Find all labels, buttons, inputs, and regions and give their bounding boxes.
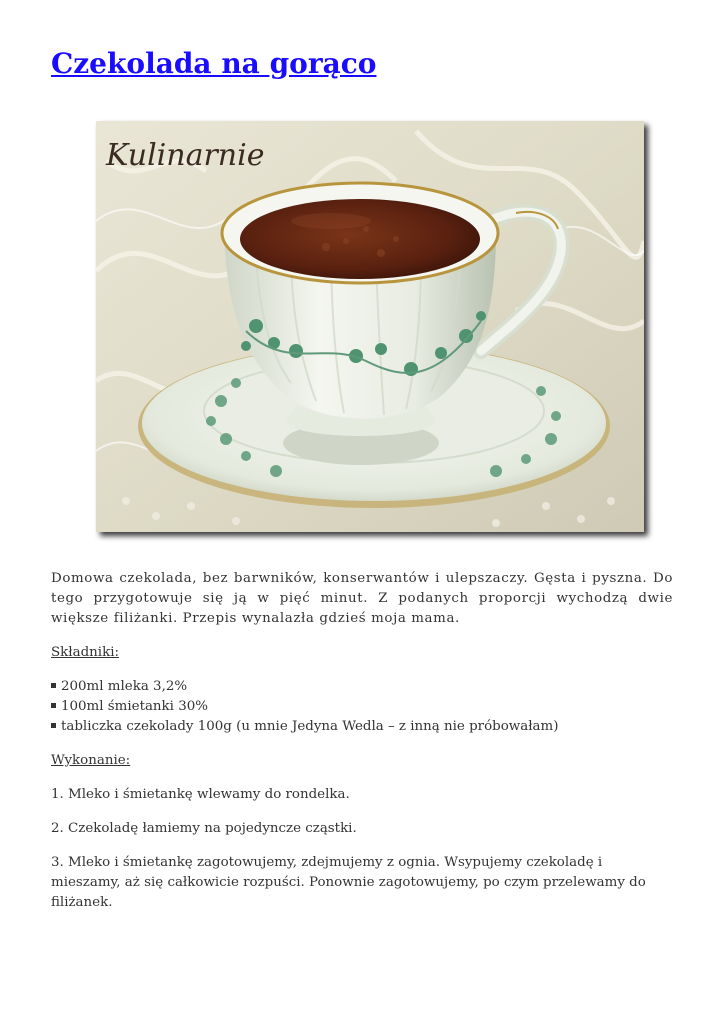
method-heading xyxy=(51,751,673,771)
ingredient-text: 100ml śmietanki 30% xyxy=(61,699,208,714)
list-item xyxy=(51,697,673,717)
article xyxy=(51,40,673,910)
step-3: 3. Mleko i śmietankę zagotowujemy, zdejmujemy z ognia. Wsypujemy czekoladę i mieszamy, aż się całkowicie rozpuści. Ponownie zagotowujemy, po czym przelewamy do filiżanek. xyxy=(51,855,646,910)
ingredients-list xyxy=(51,677,673,737)
step-1: 1. Mleko i śmietankę wlewamy do rondelka. xyxy=(51,787,350,802)
list-item xyxy=(51,717,673,737)
page-title xyxy=(51,40,673,88)
bullet-icon xyxy=(51,683,56,688)
ingredients-heading xyxy=(51,643,673,663)
ingredient-text: tabliczka czekolady 100g (u mnie Jedyna Wedla – z inną nie próbowałam) xyxy=(61,719,559,734)
ingredients-label: Składniki: xyxy=(51,645,119,660)
hot-chocolate-cup-illustration xyxy=(96,121,644,532)
title-link[interactable]: Czekolada na gorąco xyxy=(51,47,377,80)
intro-paragraph: Domowa czekolada, bez barwników, konserwantów i ulepszaczy. Gęsta i pyszna. Do tego przygotowuje się ją w pięć minut. Z podanych proporcji wychodzą dwie większe filiżanki. Przepis wynalazła gdzieś moja mama. xyxy=(51,571,673,626)
method-label: Wykonanie: xyxy=(51,753,131,768)
bullet-icon xyxy=(51,723,56,728)
bullet-icon xyxy=(51,703,56,708)
list-item xyxy=(51,677,673,697)
ingredient-text: 200ml mleka 3,2% xyxy=(61,679,188,694)
photo-watermark: Kulinarnie xyxy=(106,138,265,173)
step-2: 2. Czekoladę łamiemy na pojedyncze cząstki. xyxy=(51,821,357,836)
photo-frame xyxy=(96,121,644,532)
recipe-photo xyxy=(96,121,644,532)
article-body xyxy=(51,569,673,927)
